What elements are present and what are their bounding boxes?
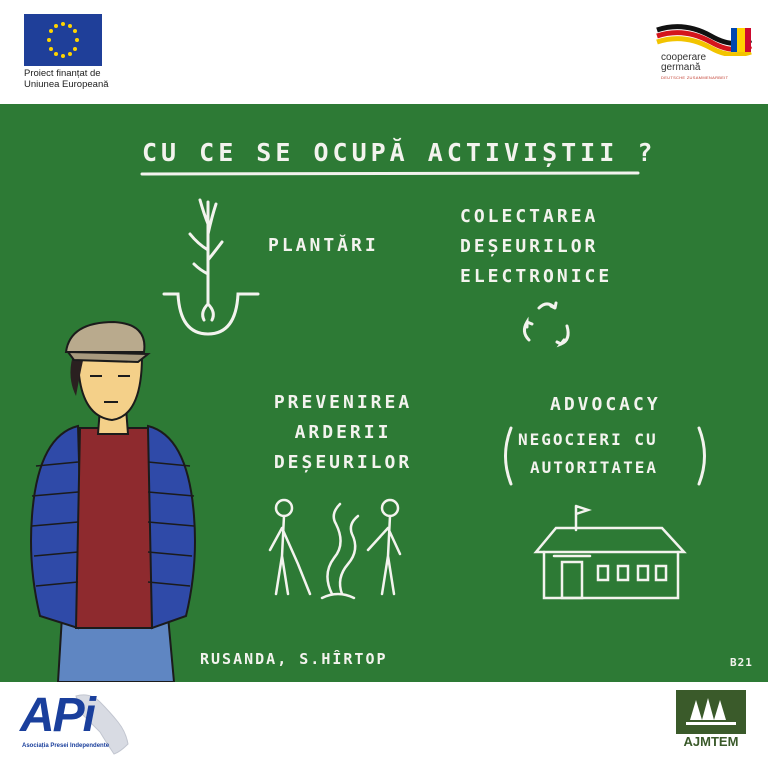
eu-caption-line1: Proiect finanțat de [24,68,101,79]
ewaste-line2: DEȘEURILOR [460,236,599,257]
activist-illustration [18,316,208,682]
eu-flag-logo [24,14,102,66]
advocacy-line2: NEGOCIERI CU [518,430,658,449]
artist-mark [730,656,753,669]
mark-year: 21 [737,656,753,669]
item-plantari: PLANTĂRI [268,235,379,256]
mark-b-glyph: B [730,656,738,669]
coop-line2: germană [661,62,701,73]
api-caption: Asociația Presei Independente [22,743,110,749]
chalkboard [0,104,768,682]
ewaste-line1: COLECTAREA [460,206,599,227]
bracket-left [498,426,514,486]
eu-caption [24,68,109,90]
item-burning [258,388,428,478]
burning-scene-icon [262,494,412,604]
bracket-right [696,426,712,486]
burning-line2: ARDERII [294,422,392,443]
board-title: CU CE SE OCUPĂ ACTIVIȘTII ? [142,138,657,167]
header-bar [0,0,768,104]
api-logo: APi [20,689,95,742]
coop-line3: DEUTSCHE ZUSAMMENARBEIT [661,75,729,80]
burning-line3: DEȘEURILOR [273,452,413,473]
burning-line1: PREVENIREA [273,392,413,413]
artist-signature: RUSANDA, S.HÎRTOP [200,650,388,668]
title-underline [140,170,640,178]
recycle-icon [515,296,579,356]
ajmtem-logo [676,690,746,734]
advocacy-line3: AUTORITATEA [530,458,658,477]
item-advocacy: ADVOCACY [550,394,661,415]
ajmtem-caption: AJMTEM [683,734,739,749]
coop-line1: cooperare [661,52,707,63]
government-building-icon [532,500,688,604]
footer-bar [0,682,768,768]
german-cooperation-logo [655,22,755,56]
ewaste-line3: ELECTRONICE [460,266,613,287]
item-ewaste [460,202,612,292]
eu-caption-line2: Uniunea Europeană [24,79,109,90]
german-cooperation-caption [661,53,728,83]
